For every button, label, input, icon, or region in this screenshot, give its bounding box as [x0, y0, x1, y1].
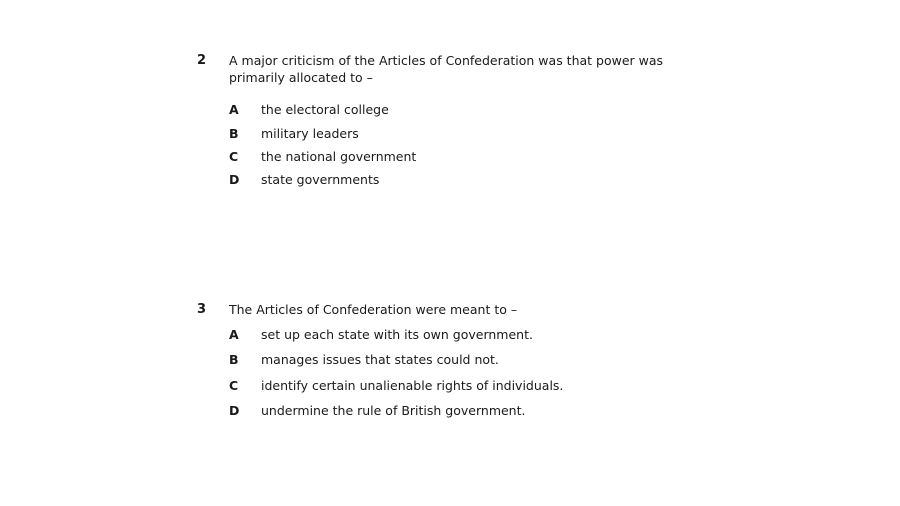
choice-letter: A — [229, 327, 239, 342]
question-number: 2 — [197, 53, 207, 68]
question-stem: The Articles of Confederation were meant to – — [229, 302, 518, 317]
answer-choice-c[interactable] — [229, 377, 729, 394]
answer-choice-a[interactable] — [229, 326, 729, 343]
choice-letter: C — [229, 149, 239, 164]
choice-letter: C — [229, 378, 239, 393]
question-number: 3 — [197, 302, 207, 317]
answer-choice-d[interactable] — [229, 402, 729, 419]
choice-text: set up each state with its own government. — [261, 327, 533, 342]
answer-choice-b[interactable] — [229, 125, 729, 142]
choice-text: undermine the rule of British government. — [261, 403, 526, 418]
choice-text: identify certain unalienable rights of individuals. — [261, 378, 564, 393]
choice-letter: D — [229, 172, 240, 187]
answer-choice-a[interactable] — [229, 101, 729, 118]
answer-choice-d[interactable] — [229, 171, 729, 188]
question-stem: A major criticism of the Articles of Confederation was that power was primarily allocated to – — [229, 53, 664, 85]
choice-text: the electoral college — [261, 102, 389, 117]
choice-text: military leaders — [261, 126, 359, 141]
choice-letter: B — [229, 352, 239, 367]
answer-choice-c[interactable] — [229, 148, 729, 165]
choice-letter: A — [229, 102, 239, 117]
choice-text: state governments — [261, 172, 380, 187]
choice-text: manages issues that states could not. — [261, 352, 499, 367]
choice-letter: D — [229, 403, 240, 418]
choice-text: the national government — [261, 149, 417, 164]
answer-choice-b[interactable] — [229, 351, 729, 368]
choice-letter: B — [229, 126, 239, 141]
